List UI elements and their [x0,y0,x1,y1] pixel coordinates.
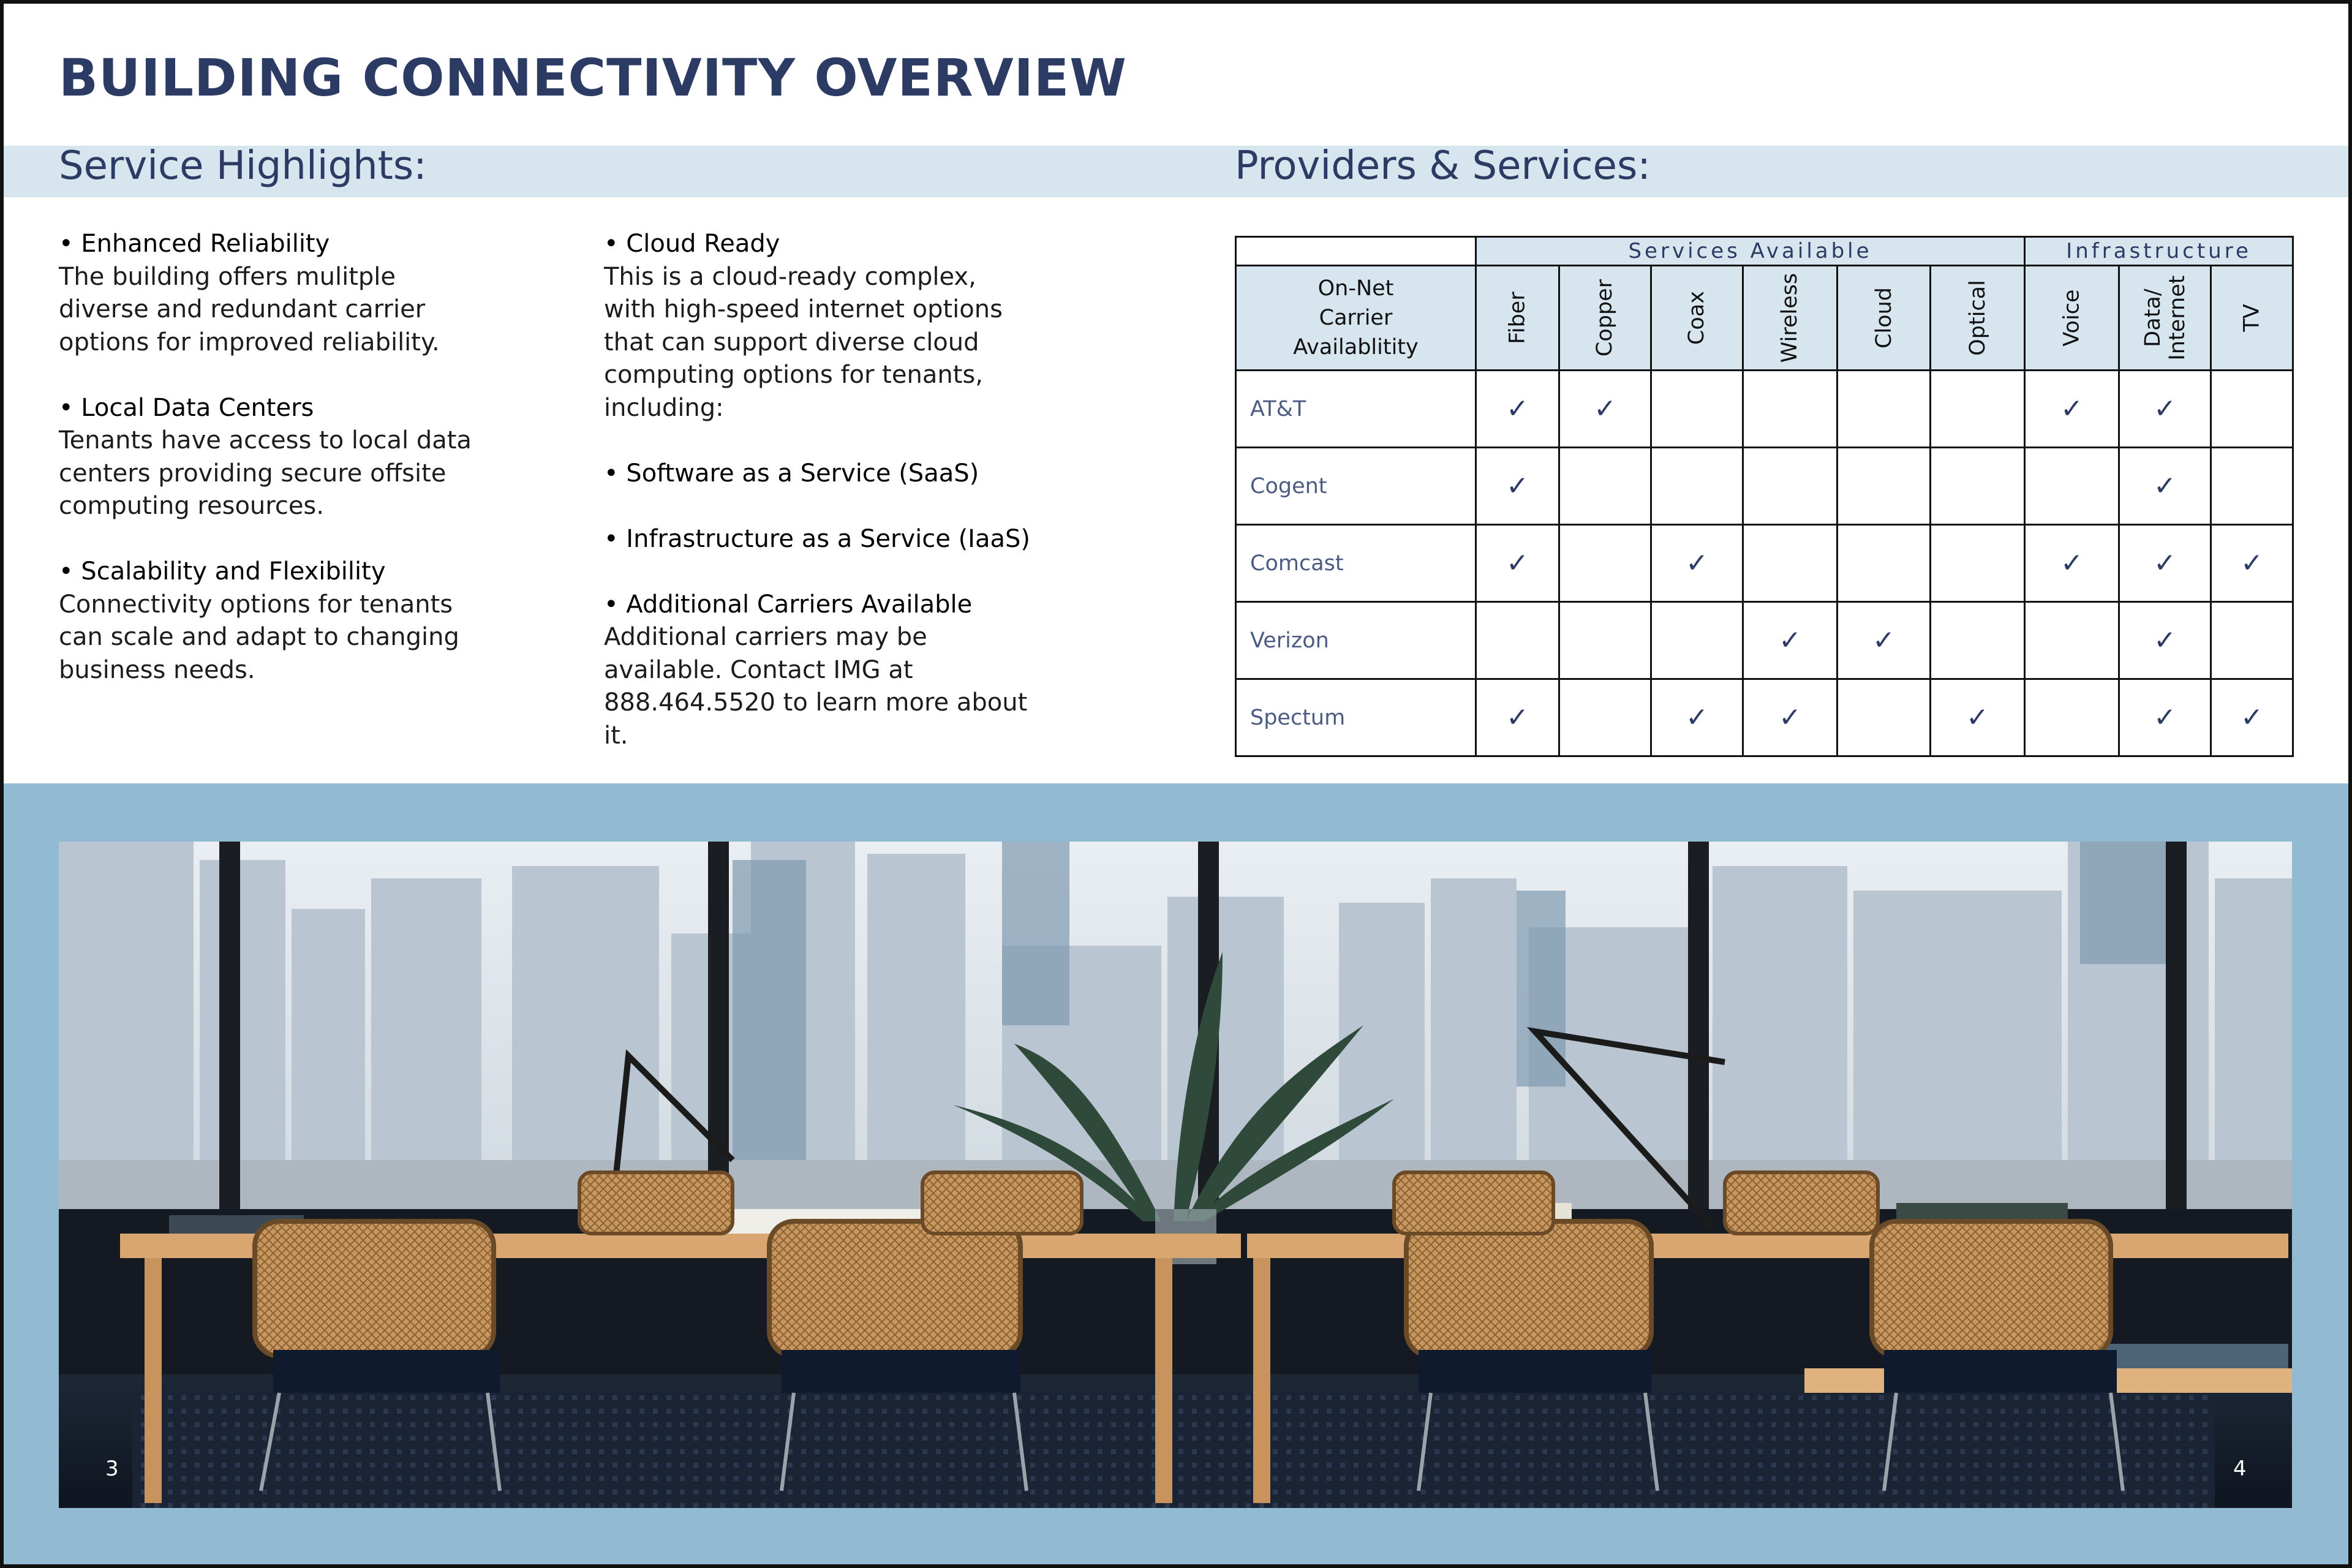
highlight-item [59,556,488,687]
carrier-name: Cogent [1236,448,1476,525]
check-icon: ✓ [2119,602,2211,679]
table-row [1236,525,2293,602]
highlight-item [59,392,488,523]
column-header-fiber [1476,266,1559,371]
highlight-item [604,523,1033,556]
check-icon: ✓ [2119,679,2211,756]
check-icon: ✓ [2025,371,2119,448]
column-header-label: Coax [1684,290,1709,345]
office-photo [59,842,2292,1508]
highlights-left-column [59,228,488,720]
infrastructure-group: Infrastructure [2025,237,2293,266]
empty-cell [2025,448,2119,525]
empty-cell [2025,679,2119,756]
highlights-right-column [604,228,1033,785]
page-number-right: 4 [2233,1457,2247,1481]
empty-cell [1838,679,1931,756]
check-icon: ✓ [1476,448,1559,525]
carrier-header-label: On-Net Carrier Availablitity [1293,276,1419,360]
check-icon: ✓ [1743,679,1838,756]
table-row [1236,679,2293,756]
empty-cell [1931,525,2025,602]
column-header-label: Voice [2059,289,2084,347]
carrier-name: Comcast [1236,525,1476,602]
column-header-label: TV [2239,304,2264,332]
column-header-copper [1559,266,1651,371]
check-icon: ✓ [2025,525,2119,602]
check-icon: ✓ [2119,371,2211,448]
highlight-item [604,589,1033,753]
check-icon: ✓ [1559,371,1651,448]
check-icon: ✓ [1476,371,1559,448]
highlight-heading: • Scalability and Flexibility [59,557,386,586]
check-icon: ✓ [1476,679,1559,756]
carrier-name: Verizon [1236,602,1476,679]
column-header-voice [2025,266,2119,371]
column-header-data-internet [2119,266,2211,371]
column-header-label: Cloud [1871,287,1896,349]
carrier-name: AT&T [1236,371,1476,448]
carrier-name: Spectum [1236,679,1476,756]
check-icon: ✓ [1838,602,1931,679]
column-header-label: Copper [1593,279,1618,357]
empty-cell [1743,525,1838,602]
highlight-body: This is a cloud-ready complex, with high-speed internet options that can support diverse cloud computing options for tenants, including: [604,262,1003,422]
column-header-label: Optical [1965,280,1990,356]
check-icon: ✓ [1476,525,1559,602]
highlight-heading: • Software as a Service (SaaS) [604,459,979,488]
highlight-body: The building offers mulitple diverse and redundant carrier options for improved reliability. [59,262,440,356]
highlight-item [604,228,1033,424]
check-icon: ✓ [2119,525,2211,602]
check-icon: ✓ [1743,602,1838,679]
check-icon: ✓ [1931,679,2025,756]
table-row [1236,448,2293,525]
highlight-heading: • Additional Carriers Available [604,590,973,619]
table-row [1236,602,2293,679]
table-row [1236,371,2293,448]
column-header-coax [1651,266,1743,371]
empty-cell [2211,371,2293,448]
table-corner [1236,237,1476,266]
column-header-label: Wireless [1777,273,1803,363]
empty-cell [1931,448,2025,525]
check-icon: ✓ [1651,525,1743,602]
empty-cell [1559,679,1651,756]
page-title: BUILDING CONNECTIVITY OVERVIEW [59,48,1127,108]
column-header-optical [1931,266,2025,371]
column-header-label: Data/ Internet [2140,275,2190,361]
empty-cell [2025,602,2119,679]
highlight-heading: • Local Data Centers [59,393,314,422]
service-highlights-heading: Service Highlights: [59,143,427,189]
empty-cell [1838,525,1931,602]
empty-cell [1651,602,1743,679]
empty-cell [1651,371,1743,448]
highlight-item [604,458,1033,491]
highlight-body: Connectivity options for tenants can scale and adapt to changing business needs. [59,590,459,684]
empty-cell [1838,371,1931,448]
empty-cell [1838,448,1931,525]
check-icon: ✓ [1651,679,1743,756]
carrier-column-header [1236,266,1476,371]
highlight-heading: • Infrastructure as a Service (IaaS) [604,524,1030,553]
empty-cell [1743,371,1838,448]
highlight-heading: • Cloud Ready [604,230,780,258]
empty-cell [2211,448,2293,525]
check-icon: ✓ [2211,525,2293,602]
empty-cell [1559,448,1651,525]
empty-cell [1559,525,1651,602]
column-header-cloud [1838,266,1931,371]
highlight-body: Tenants have access to local data centers providing secure offsite computing resources. [59,426,472,520]
check-icon: ✓ [2211,679,2293,756]
empty-cell [1931,602,2025,679]
providers-services-heading: Providers & Services: [1235,143,1651,189]
column-header-label: Fiber [1505,292,1530,344]
highlight-item [59,228,488,359]
empty-cell [1743,448,1838,525]
empty-cell [1651,448,1743,525]
providers-table [1235,236,2294,757]
check-icon: ✓ [2119,448,2211,525]
column-header-wireless [1743,266,1838,371]
highlight-heading: • Enhanced Reliability [59,230,330,258]
services-available-group: Services Available [1476,237,2025,266]
empty-cell [1931,371,2025,448]
empty-cell [1559,602,1651,679]
highlight-body: Additional carriers may be available. Contact IMG at 888.464.5520 to learn more about it. [604,623,1028,750]
page-number-left: 3 [105,1457,119,1481]
column-header-tv [2211,266,2293,371]
empty-cell [2211,602,2293,679]
empty-cell [1476,602,1559,679]
